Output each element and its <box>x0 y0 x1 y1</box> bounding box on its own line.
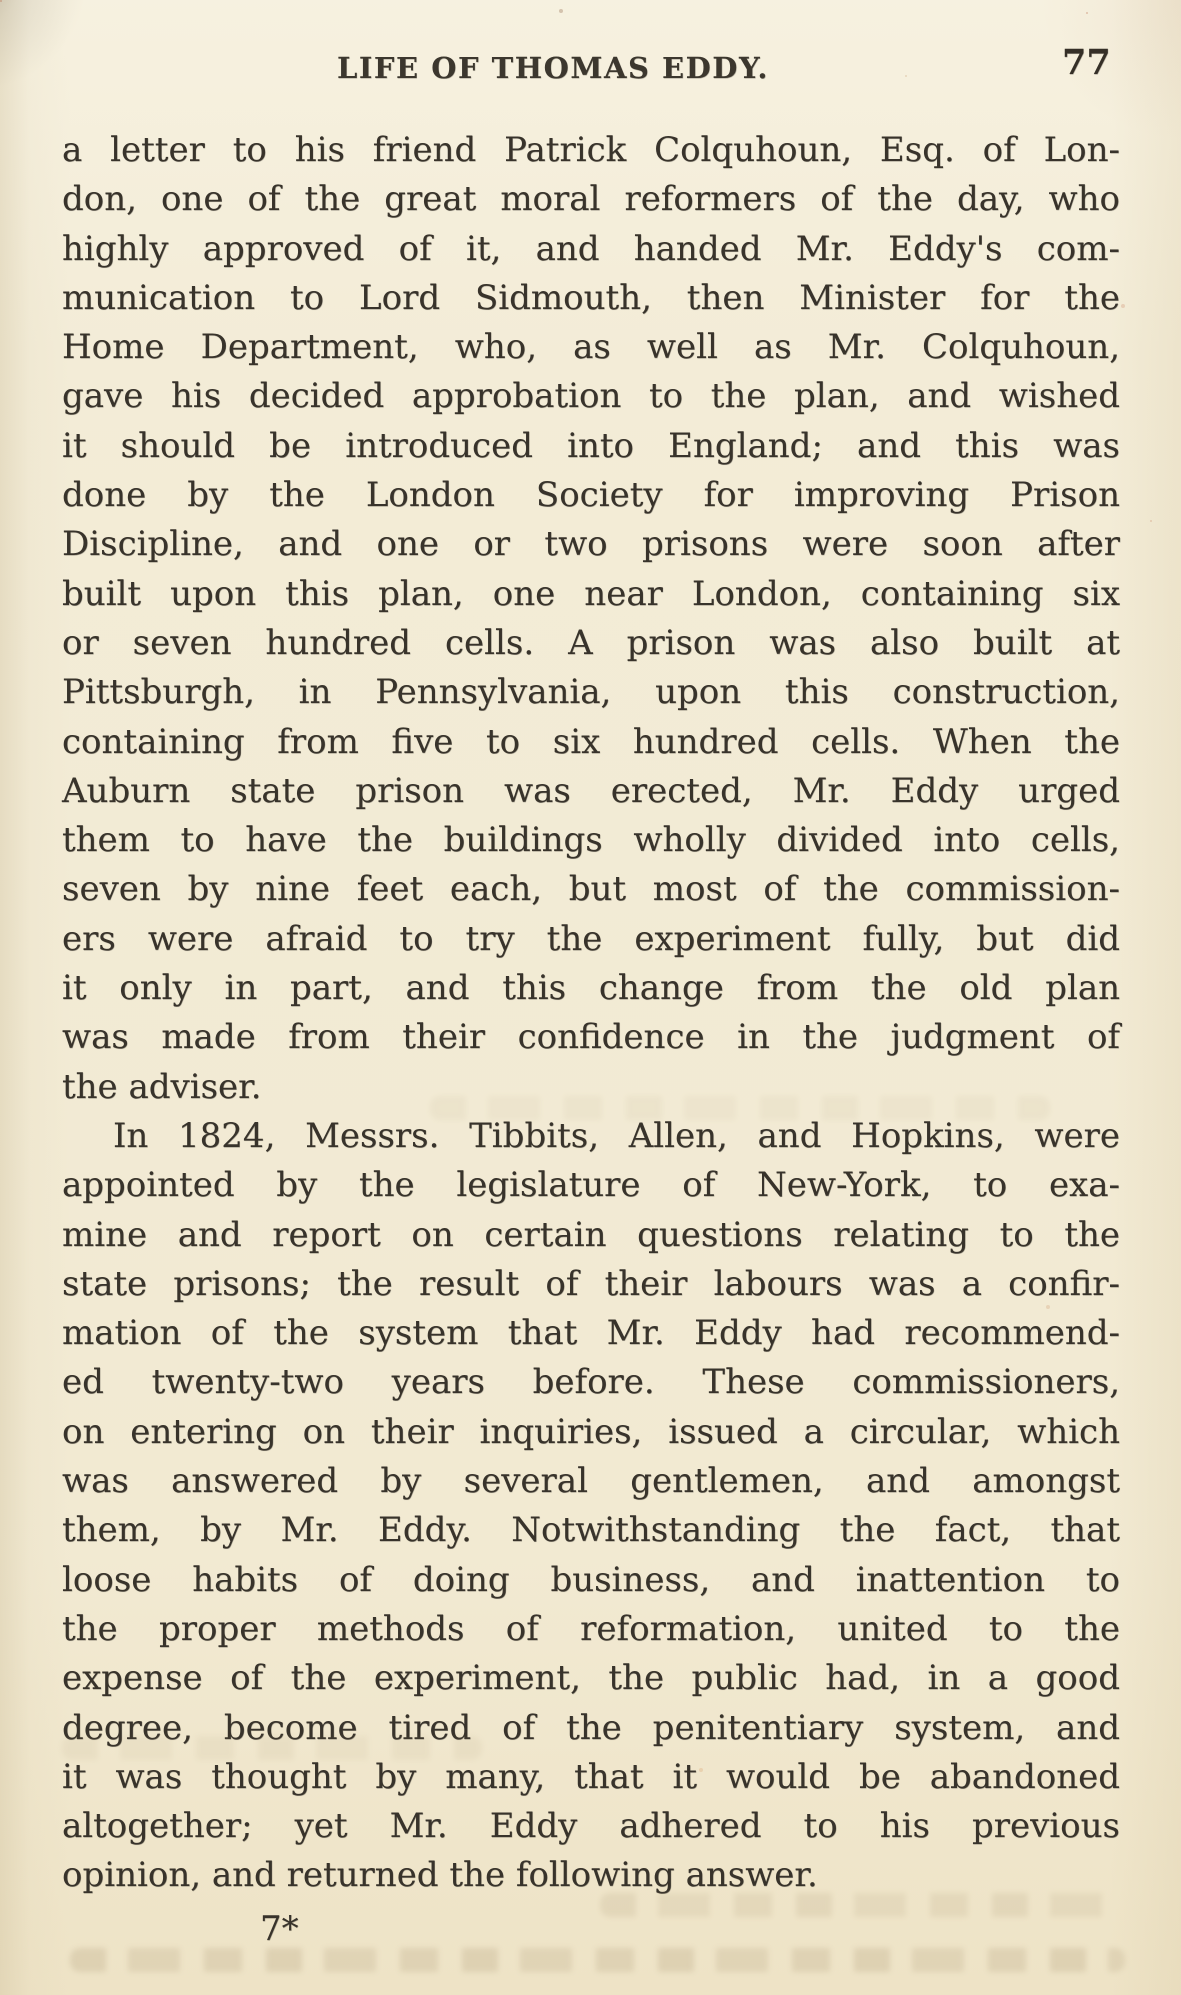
body-text-line: seven by nine feet each, but most of the commission- <box>62 869 1120 910</box>
body-text-line: or seven hundred cells. A prison was also built at <box>62 622 1120 663</box>
body-text-line: loose habits of doing business, and inattention to <box>62 1559 1120 1600</box>
body-text-line: munication to Lord Sidmouth, then Minister for the <box>62 277 1120 318</box>
body-text-line: In 1824, Messrs. Tibbits, Allen, and Hopkins, were <box>113 1115 1120 1156</box>
body-text-line: them, by Mr. Eddy. Notwithstanding the fact, that <box>62 1510 1120 1551</box>
page-number: 77 <box>1062 42 1111 83</box>
body-text-line: ed twenty-two years before. These commissioners, <box>62 1362 1120 1403</box>
body-text-line: on entering on their inquiries, issued a circular, which <box>62 1411 1120 1452</box>
body-text-line: Auburn state prison was erected, Mr. Eddy urged <box>62 770 1120 811</box>
body-text-line: it was thought by many, that it would be abandoned <box>62 1756 1120 1797</box>
body-text-line: state prisons; the result of their labours was a confir- <box>62 1263 1120 1304</box>
body-text-line: Home Department, who, as well as Mr. Colquhoun, <box>62 327 1120 368</box>
body-text-line: opinion, and returned the following answer. <box>62 1855 818 1896</box>
body-text-line: containing from five to six hundred cells. When the <box>62 721 1120 762</box>
body-text-line: was made from their confidence in the judgment of <box>62 1017 1120 1058</box>
body-text-line: Pittsburgh, in Pennsylvania, upon this construction, <box>62 672 1120 713</box>
running-header: LIFE OF THOMAS EDDY. <box>336 51 770 85</box>
body-text-line: was answered by several gentlemen, and amongst <box>62 1461 1120 1502</box>
body-text-line: done by the London Society for improving Prison <box>62 475 1120 516</box>
body-text-line: built upon this plan, one near London, containing six <box>62 573 1120 614</box>
body-text-line: mine and report on certain questions relating to the <box>62 1214 1120 1255</box>
body-text-line: the proper methods of reformation, united to the <box>62 1608 1120 1649</box>
body-text-line: mation of the system that Mr. Eddy had recommend- <box>62 1313 1120 1354</box>
body-text-line: highly approved of it, and handed Mr. Eddy's com- <box>62 228 1120 269</box>
ink-bleedthrough-artifact <box>430 1096 1050 1120</box>
paper-specks <box>0 0 2 2</box>
ink-bleedthrough-artifact <box>70 1948 1125 1972</box>
body-text-line: the adviser. <box>62 1066 262 1107</box>
ink-bleedthrough-artifact <box>62 1736 482 1760</box>
body-text <box>62 126 1120 1954</box>
body-text-line: degree, become tired of the penitentiary system, and <box>62 1707 1120 1748</box>
body-text-line: them to have the buildings wholly divided into cells, <box>62 820 1120 861</box>
paragraph-2 <box>62 1112 1120 1901</box>
body-text-line: it should be introduced into England; and this was <box>62 425 1120 466</box>
body-text-line: gave his decided approbation to the plan, and wished <box>62 376 1120 417</box>
body-text-line: ers were afraid to try the experiment fully, but did <box>62 918 1120 959</box>
body-text-line: don, one of the great moral reformers of the day, who <box>62 179 1120 220</box>
body-text-line: altogether; yet Mr. Eddy adhered to his previous <box>62 1806 1120 1847</box>
body-text-line: appointed by the legislature of New-York, to exa- <box>62 1165 1120 1206</box>
body-text-line: it only in part, and this change from the old plan <box>62 968 1120 1009</box>
paragraph-1 <box>62 126 1120 1112</box>
ink-bleedthrough-artifact <box>600 1893 1120 1917</box>
body-text-line: a letter to his friend Patrick Colquhoun, Esq. of Lon- <box>62 130 1120 170</box>
body-text-line: Discipline, and one or two prisons were soon after <box>62 524 1120 565</box>
signature-mark: 7* <box>260 1908 299 1949</box>
body-text-line: expense of the experiment, the public had, in a good <box>62 1658 1120 1699</box>
